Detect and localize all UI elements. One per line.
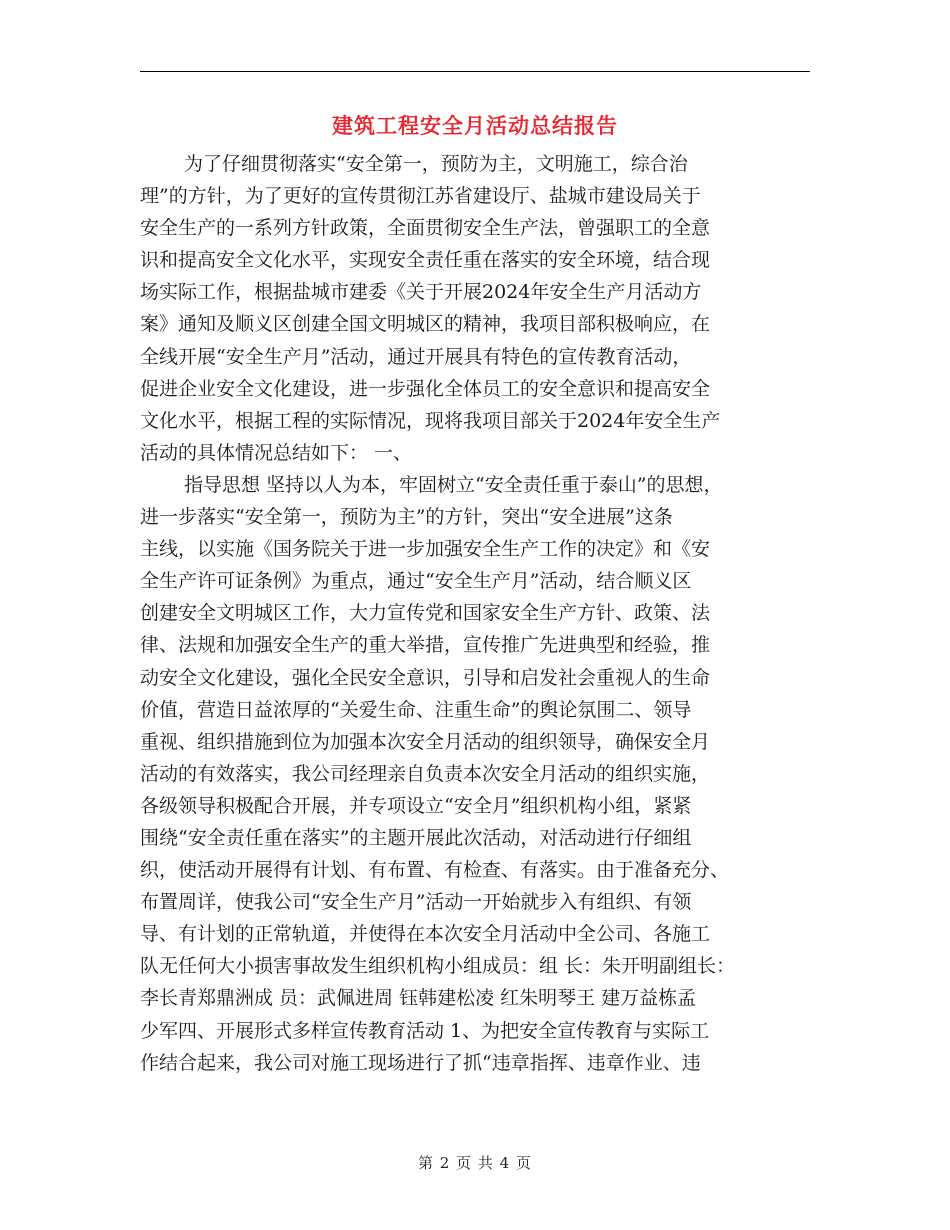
paragraph-1-line: 为了仔细贯彻落实“安全第一，预防为主，文明施工，综合治	[184, 153, 688, 175]
paragraph-2-line: 进一步落实“安全第一，预防为主”的方针，突出“安全进展”这条	[140, 506, 673, 529]
paragraph-2-line: 队无任何大小损害事故发生组织机构小组成员：组 长：朱开明副组长：	[140, 955, 736, 978]
paragraph-1-line: 安全生产的一系列方针政策，全面贯彻安全生产法，曾强职工的全意	[140, 217, 711, 240]
paragraph-2-line: 重视、组织措施到位为加强本次安全月活动的组织领导，确保安全月	[140, 730, 711, 753]
paragraph-2-line: 创建安全文明城区工作，大力宣传党和国家安全生产方针、政策、法	[140, 602, 711, 625]
paragraph-2-line: 布置周详，使我公司“安全生产月”活动一开始就步入有组织、有领	[140, 891, 692, 914]
paragraph-1-line: 场实际工作，根据盐城市建委《关于开展2024年安全生产月活动方	[140, 281, 702, 304]
document-title: 建筑工程安全月活动总结报告	[332, 114, 618, 138]
page-footer: 第 2 页 共 4 页	[418, 1154, 532, 1172]
paragraph-2-line: 活动的有效落实，我公司经理亲自负责本次安全月活动的组织实施，	[140, 762, 711, 785]
paragraph-2-line: 律、法规和加强安全生产的重大举措，宣传推广先进典型和经验，推	[140, 634, 711, 657]
paragraph-2-line: 各级领导积极配合开展，并专项设立“安全月”组织机构小组，紧紧	[140, 794, 692, 817]
paragraph-2-line: 全生产许可证条例》为重点，通过“安全生产月”活动，结合顺义区	[140, 570, 692, 593]
paragraph-1-line: 全线开展“安全生产月”活动，通过开展具有特色的宣传教育活动，	[140, 345, 692, 368]
paragraph-2-line: 少军四、开展形式多样宣传教育活动 1、为把安全宣传教育与实际工	[140, 1019, 710, 1042]
document-body	[140, 148, 810, 1079]
paragraph-2-line: 织，使活动开展得有计划、有布置、有检查、有落实。由于准备充分、	[140, 859, 730, 882]
paragraph-2-line: 动安全文化建设，强化全民安全意识，引导和启发社会重视人的生命	[140, 666, 711, 689]
paragraph-2-line: 价值，营造日益浓厚的“关爱生命、注重生命”的舆论氛围二、领导	[140, 698, 692, 721]
paragraph-2-line: 指导思想 坚持以人为本，牢固树立“安全责任重于泰山”的思想，	[184, 473, 723, 496]
paragraph-1-line: 案》通知及顺义区创建全国文明城区的精神，我项目部积极响应，在	[140, 313, 711, 336]
paragraph-2-line: 作结合起来，我公司对施工现场进行了抓“违章指挥、违章作业、违	[140, 1051, 701, 1074]
paragraph-2-line: 李长青郑鼎洲成 员：武佩进周 钰韩建松凌 红朱明琴王 建万益栋孟	[140, 987, 697, 1010]
header-rule	[140, 71, 810, 72]
paragraph-1-line: 促进企业安全文化建设，进一步强化全体员工的安全意识和提高安全	[140, 377, 711, 400]
paragraph-1-line: 文化水平，根据工程的实际情况，现将我项目部关于2024年安全生产	[140, 409, 721, 432]
paragraph-1-line: 识和提高安全文化水平，实现安全责任重在落实的安全环境，结合现	[140, 249, 711, 272]
paragraph-2-line: 主线，以实施《国务院关于进一步加强安全生产工作的决定》和《安	[140, 538, 711, 561]
paragraph-1-line: 活动的具体情况总结如下： 一、	[140, 441, 413, 464]
paragraph-1-line: 理”的方针，为了更好的宣传贯彻江苏省建设厅、盐城市建设局关于	[140, 185, 701, 208]
paragraph-2-line: 导、有计划的正常轨道，并使得在本次安全月活动中全公司、各施工	[140, 923, 711, 946]
paragraph-2-line: 围绕“安全责任重在落实”的主题开展此次活动，对活动进行仔细组	[140, 826, 692, 849]
